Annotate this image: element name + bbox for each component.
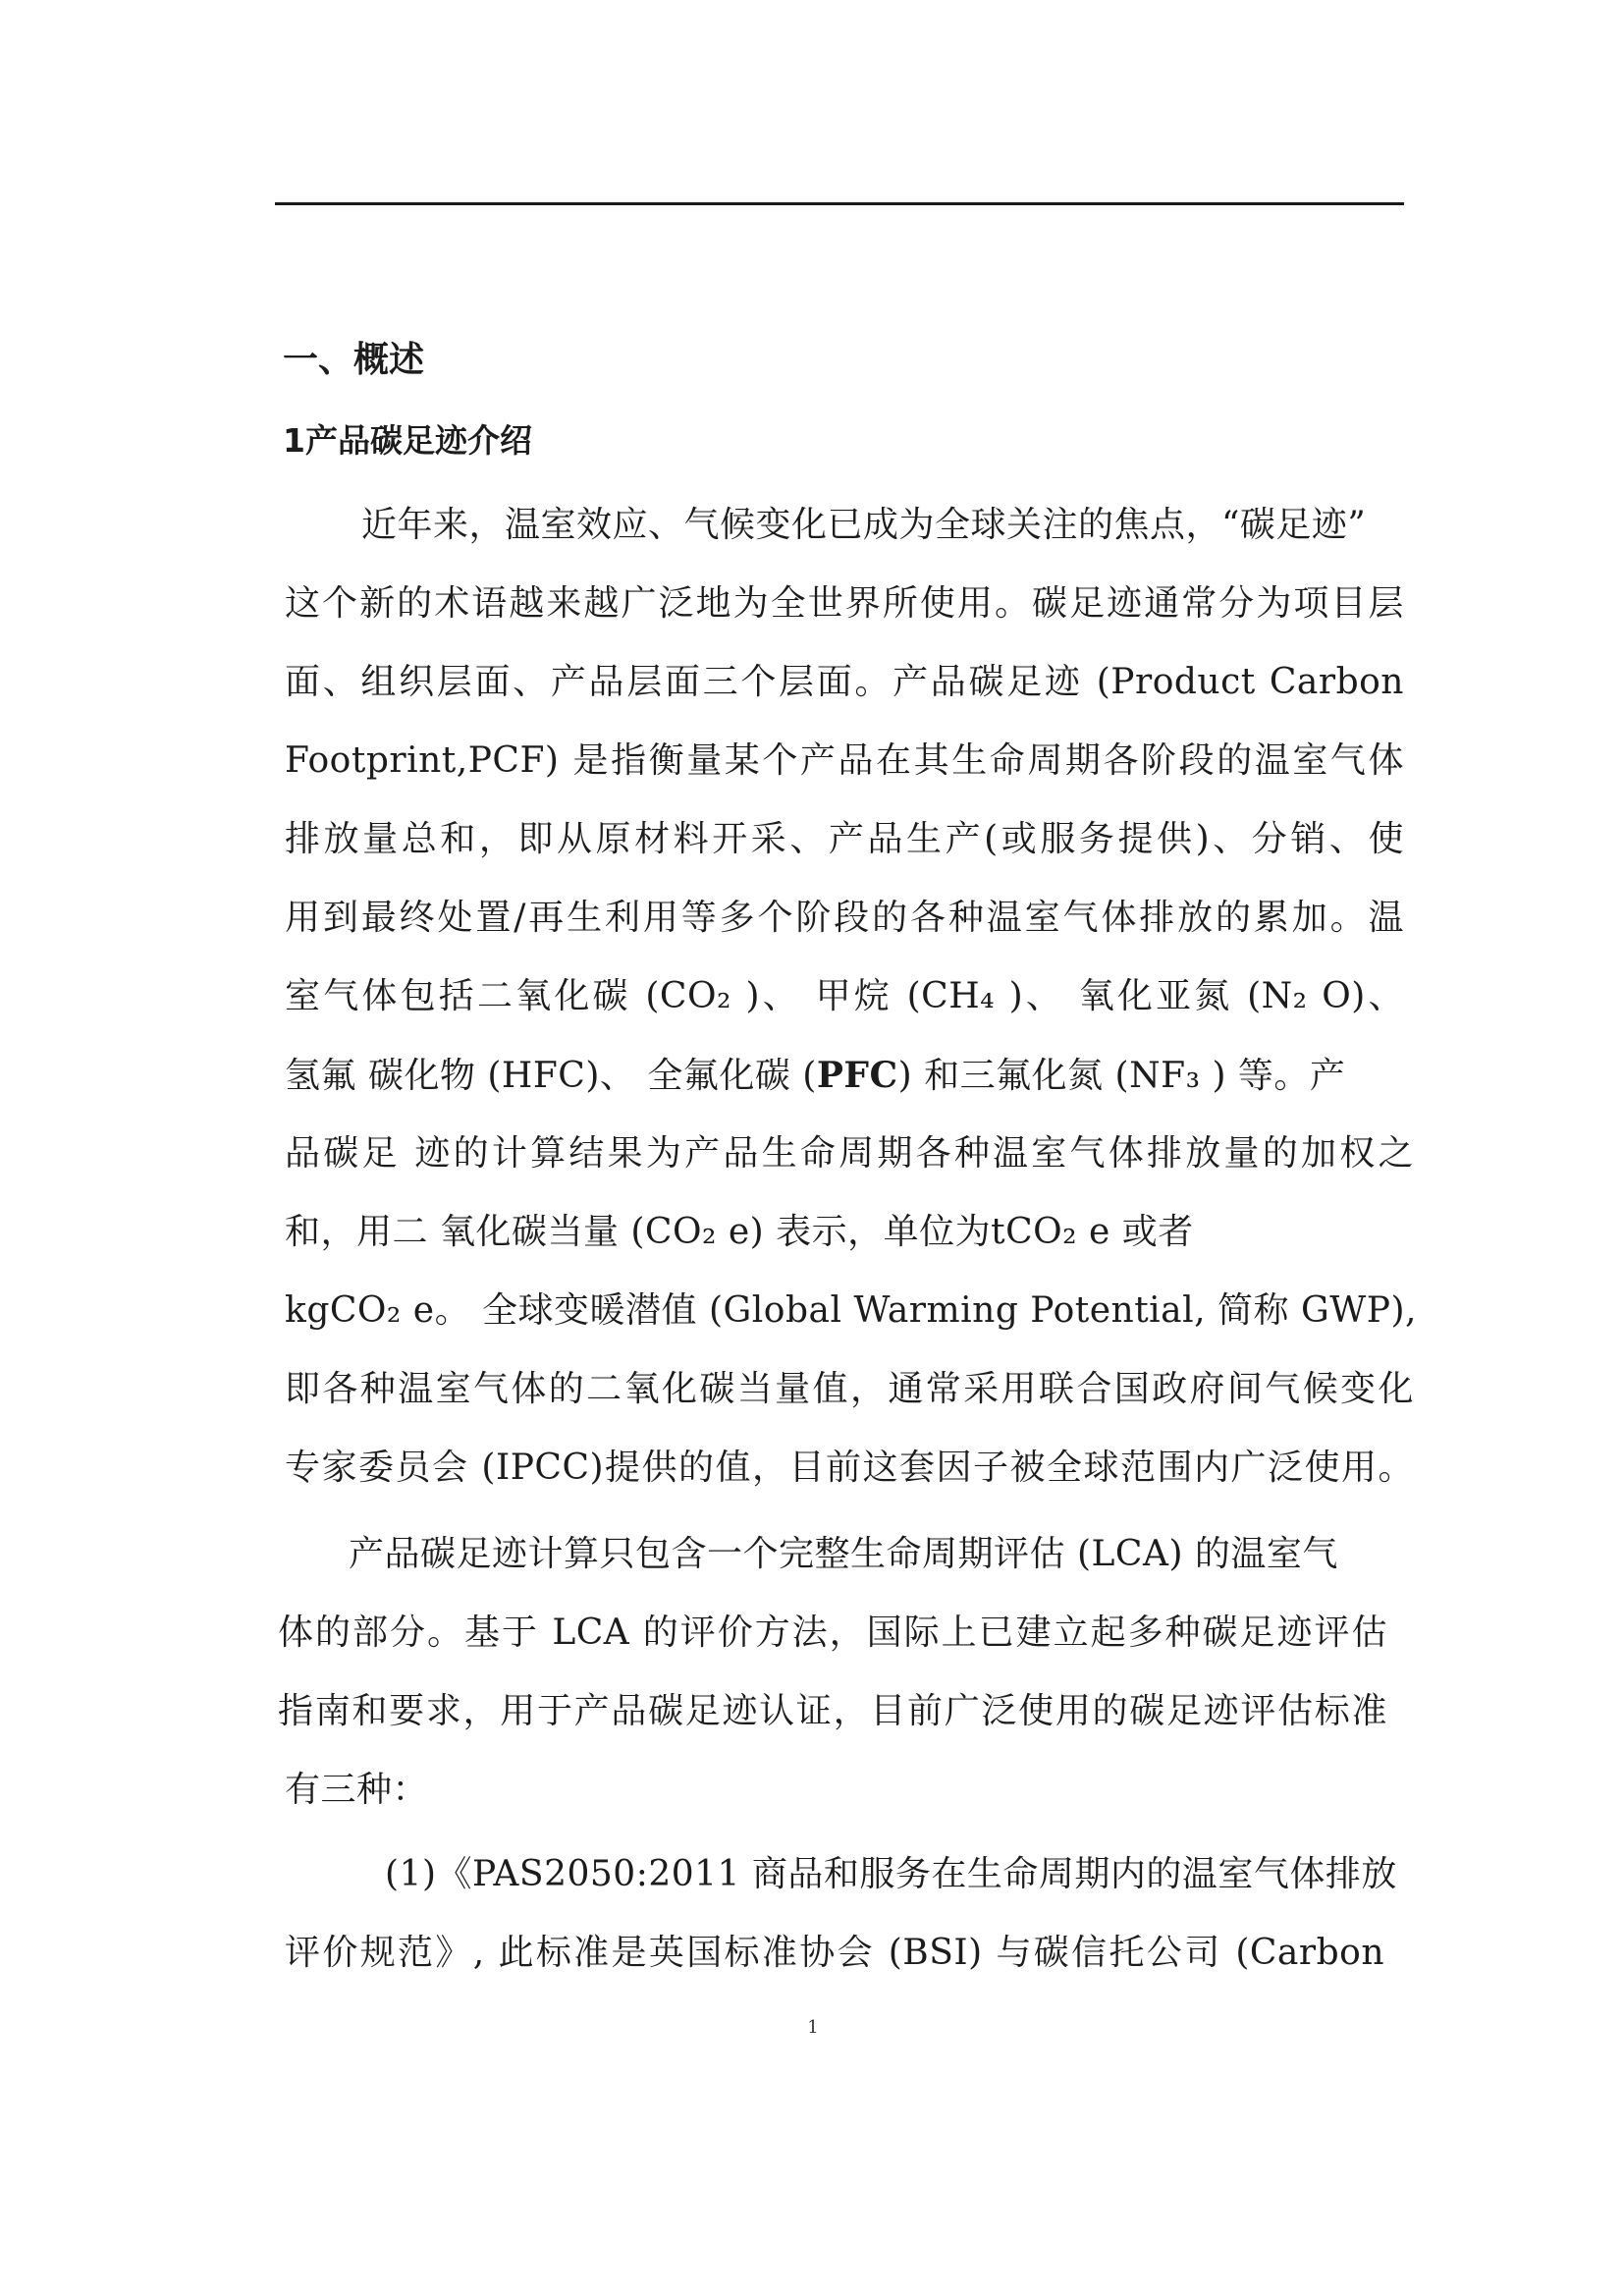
paragraph-line: 品碳足 迹的计算结果为产品生命周期各种温室气体排放量的加权之: [285, 1133, 1414, 1174]
pfc-abbreviation: PFC: [816, 1055, 898, 1096]
paragraph-line: 即各种温室气体的二氧化碳当量值，通常采用联合国政府间气候变化: [285, 1369, 1414, 1409]
paragraph-line: 产品碳足迹计算只包含一个完整生命周期评估 (LCA) 的温室气: [349, 1534, 1338, 1574]
line-segment: ) 和三氟化氮 (NF₃ ) 等。产: [897, 1056, 1346, 1096]
paragraph-line: 指南和要求，用于产品碳足迹认证，目前广泛使用的碳足迹评估标准: [278, 1691, 1387, 1731]
paragraph-line: kgCO₂ e。 全球变暖潜值 (Global Warming Potential, 简称 GWP),: [285, 1290, 1417, 1331]
header-rule: [275, 202, 1404, 205]
paragraph-line: Footprint,PCF) 是指衡量某个产品在其生命周期各阶段的温室气体: [285, 740, 1404, 781]
paragraph-line: 排放量总和，即从原材料开采、产品生产(或服务提供)、分销、使: [285, 819, 1404, 859]
paragraph-line: [285, 1048, 1414, 1104]
paragraph-line: 评价规范》, 此标准是英国标准协会 (BSI) 与碳信托公司 (Carbon: [285, 1933, 1384, 1973]
paragraph-line: 和，用二 氧化碳当量 (CO₂ e) 表示，单位为tCO₂ e 或者: [285, 1212, 1194, 1252]
paragraph-line: 近年来，温室效应、气候变化已成为全球关注的焦点，“碳足迹”: [361, 505, 1367, 545]
paragraph-line: 有三种：: [285, 1770, 429, 1810]
section-heading: 一、概述: [283, 340, 425, 380]
subsection-heading: 1产品碳足迹介绍: [283, 421, 532, 460]
paragraph-line: 面、组织层面、产品层面三个层面。产品碳足迹 (Product Carbon: [285, 662, 1404, 702]
paragraph-line: (1)《PAS2050:2011 商品和服务在生命周期内的温室气体排放: [385, 1854, 1397, 1894]
paragraph-line: 用到最终处置/再生利用等多个阶段的各种温室气体排放的累加。温: [285, 898, 1404, 938]
line-segment: 氢氟 碳化物 (HFC)、 全氟化碳 (: [285, 1056, 817, 1096]
page-number: 1: [807, 2017, 819, 2038]
paragraph-line: 这个新的术语越来越广泛地为全世界所使用。碳足迹通常分为项目层: [285, 583, 1404, 624]
paragraph-line: 室气体包括二氧化碳 (CO₂ )、 甲烷 (CH₄ )、 氧化亚氮 (N₂ O)、: [285, 976, 1404, 1016]
paragraph-line: 体的部分。基于 LCA 的评价方法，国际上已建立起多种碳足迹评估: [278, 1613, 1387, 1653]
paragraph-line: 专家委员会 (IPCC)提供的值，目前这套因子被全球范围内广泛使用。: [285, 1448, 1414, 1488]
